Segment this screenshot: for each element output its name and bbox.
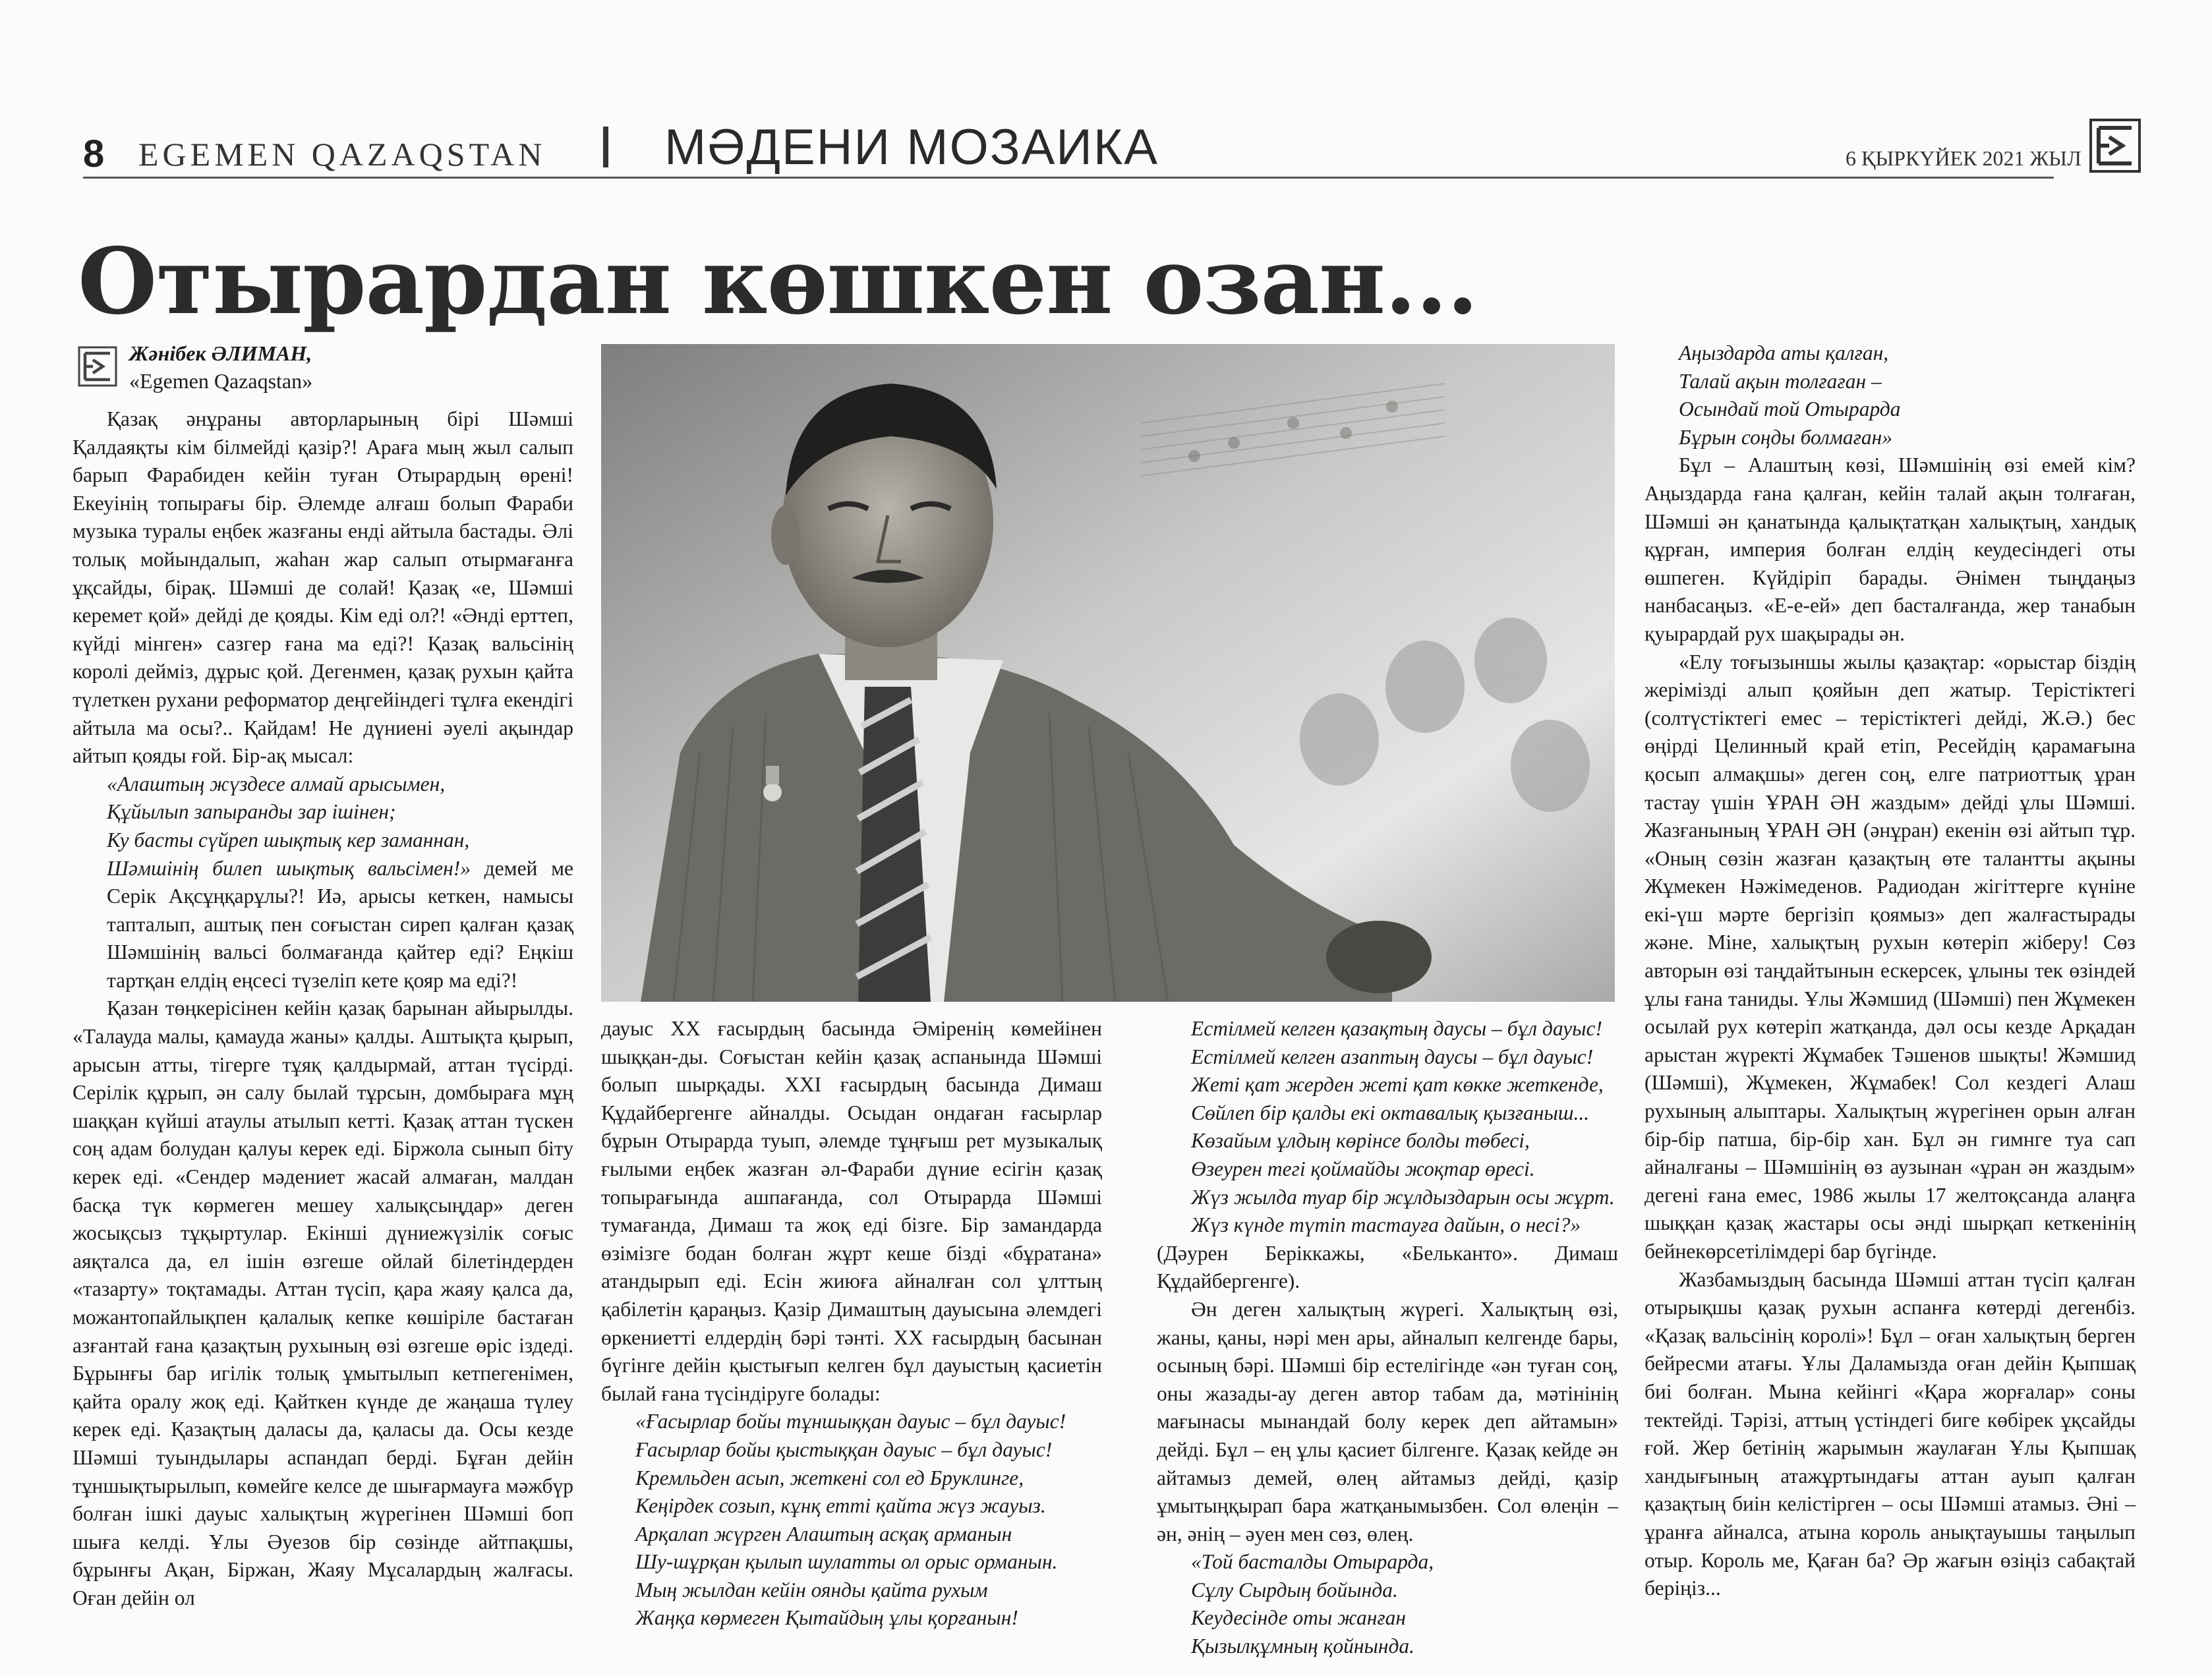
- paragraph: Жазбамыздың басында Шәмші аттан түсіп қалған отырықшы қазақ рухын аспанға көтерді дегенбіз. «Қазақ вальсінің королі»! Бұл – оған халықтың берген бейресми атағы. Ұлы Даламызда оған дейін Қыпшақ биі болған. Мына кейінгі «Қара жорғалар» соны тектейді. Тәрізі, аттың үстіндегі биге көбірек ұқсайды ғой. Жер бетінің жарымын жаулаған Ұлы Қыпшақ хандығының атажұртындағы аттан ауып қалған қазақтың биін келістірген – осы Шәмші атамыз. Әні – ұранға айналса, атына король анықтауышы таңылып отыр. Король ме, Қаған ба? Әр жағын өзіңіз сабақтай беріңіз...: [1644, 1267, 2136, 1600]
- verse-line: Естілмей келген азаптың даусы – бұл дауыс!: [1191, 1045, 1594, 1068]
- paragraph: Қазан төңкерісінен кейін қазақ барынан айырылды. «Талауда малы, қамауда жаны» қалды. Аштықта қырып, арысын атты, тігерге тұяқ қалдырмай, аттан түсірді. Серілік құрып, ән салу былай тұрсын, домбыраға мұң шаққан күйші атаулы атылып кетті. Қазақ аттан түскен соң адам болудан қалуы керек еді. Біржола сынып біту керек еді. «Сендер мәдениет жасай алмаған, малдан басқа түк көрмеген мешеу халықсыңдар» деген жосықсыз тұқыртулар. Екінші дүниежүзілік соғыс аяқталса да, ел ішін өзгеше ойлай білетіндерден «тазарту» тоқтамады. Аттан түсіп, қара жаяу қалса да, можантопайлықпен қалалық кепке көшіріле бастаған азғантай ғана қазақтың рухының өзі өзгеше өріс іздеді. Бұрынғы бар игілік толық ұмытылып кетпегенімен, қайта оралу жоқ еді. Қайткен күнде де жаңаша түлеу керек еді. Қазақтың даласы да, қаласы да. Осы кезде Шәмші туындылары аспандап берді. Бұған дейін тұншықтырылып, көмейге келсе де шығармауға мәжбүр болған ішкі дауыс халықтың жүрегінен Шәмші боп шыға келді. Ұлы Әуезов бір сөзінде айтпақшы, бұрынғы Ақан, Біржан, Жаяу Мұсалардың жалғасы. Оған дейін ол: [73, 997, 573, 1609]
- verse-line: Мың жылдан кейін оянды қайта рухым: [635, 1578, 988, 1602]
- article-headline: Отырардан көшкен озан...: [78, 227, 1478, 335]
- issue-date: 6 ҚЫРКҮЙЕК 2021 ЖЫЛ: [1846, 146, 2081, 170]
- paragraph-tail: демей ме Серік Ақсұңқарұлы?! Иә, арысы кеткен, намысы тапталып, аштық пен соғыстан сиреп қалған қазақ Шәмшінің вальсі болмағанда қайтер еді? Еңкіш тартқан елдің еңсесі түзеліп кете қояр ма еді?!: [107, 856, 573, 992]
- article-column-3: [1157, 1015, 1618, 1661]
- article-column-4: [1644, 339, 2136, 1603]
- article-column-1: [73, 405, 573, 1613]
- verse-line: Құйылып запыранды зар ішінен;: [107, 800, 396, 824]
- newspaper-logo-icon: [2089, 119, 2141, 173]
- masthead: EGEMEN QAZAQSTAN: [138, 136, 546, 173]
- verse-line: Қызылқұмның қойнында.: [1191, 1634, 1415, 1658]
- paragraph: Бұл – Алаштың көзі, Шәмшінің өзі емей кім? Аңыздарда ғана қалған, кейін талай ақын толғаған, Шәмші ән қанатында қалықтатқан халықтың, хандық құрған, империя болған елдің кеудесіндегі оты өшпеген. Күйдіріп барады. Әнімен тыңдаңыз нанбасаңыз. «Е-е-ей» деп басталғанда, жер танабын қуырардай рух шақырады ән.: [1644, 453, 2136, 645]
- article-column-2: [601, 1015, 1102, 1633]
- verse-line: Жаңқа көрмеген Қытайдың ұлы қорғанын!: [635, 1606, 1018, 1630]
- verse-line: Естілмей келген қазақтың даусы – бұл дауыс!: [1191, 1017, 1602, 1040]
- author-logo-icon: [78, 346, 117, 387]
- verse-line: Арқалап жүрген Алаштың асқақ арманын: [635, 1522, 1012, 1546]
- verse-line: Жүз жылда туар бір жұлдыздарын осы жұрт.: [1191, 1185, 1615, 1209]
- verse-line: Жүз күнде түтіп тастауға дайын, о несі?»: [1191, 1213, 1581, 1237]
- paragraph: дауыс XX ғасырдың басында Әміренің көмейінен шыққан-ды. Соғыстан кейін қазақ аспанында Шәмші болып шырқады. XXI ғасырдың басында Димаш Құдайбергенге айналды. Осыдан ондаған ғасырлар бұрын Отырарда туып, әлемде тұңғыш рет музыкалық ғылыми еңбек жазған әл-Фараби дүние есігін қазақ топырағында ашпағанда, сол Отырарда Шәмші тумағанда, Димаш та жоқ еді бізге. Бір замандарда өзімізге бодан болған жұрт кеше бізді «бұратана» атандырып еді. Есін жиюға айналған сол ұлттың қабілетін қараңыз. Қазір Димаштың дауысына әлемдегі өркениетті елдердің бәрі тәнті. XX ғасырдың басынан бүгінге дейін қыстығып келген бұл дауыстың қасиетін былай ғана түсіндіруге болады:: [601, 1017, 1102, 1405]
- verse-line: Шәмшінің билеп шықтық вальсімен!»: [107, 856, 471, 880]
- paragraph: «Елу тоғызыншы жылы қазақтар: «орыстар біздің жерімізді алып қояйын деп жатыр. Терістіктегі (солтүстіктегі емес – терістіктегі дейді, Ж.Ә.) бес өңірді Целинный край етіп, Ресейдің қарамағына қосып алмақшы» деген соң, елге патриоттық ұран тастау үшін ҰРАН ӘН жаздым» дейді ұлы Шәмші. Жазғанының ҰРАН ӘН (әнұран) екенін өзі айтып тұр. «Оның сөзін жазған қазақтың өте талантты ақыны Жұмекен Нәжімеденов. Радиодан жігіттерге күніне екі-үш мәрте бергізіп қоямыз» деп жалғастырады және. Міне, халықтың рухын көтеріп жіберу! Сөз авторын өзі таңдайтынын ескерсек, ұлыны тек өзіндей ұлы ғана таниды. Ұлы Жәмшид (Шәмші) пен Жұмекен осылай рух көтеріп жатқанда, дәл осы кезде Арқадан арыстан жүректі Жұмабек Тәшенов шықты! Жәмшид (Шәмші), Жұмекен, Жұмабек! Сол кездегі Алаш рухының алыптары. Халықтың жүрегінен орын алған бір-бір патша, бір-бір хан. Бұл ән гимнге туа сап айналғаны – Шәмшінің өз аузынан «ұран ән жаздым» дегені ғана емес, 1986 жылы 17 желтоқсанда алаңға шыққан қазақ жастары осы әнді шырқап кеткенінің бейнекөрсетілімдері бар бүгінде.: [1644, 650, 2136, 1263]
- paragraph: Қазақ әнұраны авторларының бірі Шәмші Қалдаяқты кім білмейді қазір?! Араға мың жыл салып барып Фарабиден кейін туған Отырардың өрені! Екеуінің топырағы бір. Әлемде алғаш болып Фараби музыка туралы еңбек жазғаны енді айтыла бастады. Әлі толық мойындалып, жаһан жар салып отырмағанға ұқсайды, бірақ. Шәмші де солай! Қазақ «е, Шәмші керемет қой» дейді де қояды. Кім еді ол?! «Әнді ерттеп, күйді мінген» сазгер ғана ма еді?! Қазақ вальсінің королі дейміз, дұрыс қой. Дегенмен, қазақ рухын қайта түлеткен рухани реформатор деңгейіндегі тұлға екендігі айтыла ма осы?.. Қайдам! Не дүниені әуелі ақындар айтып қояды ғой. Бір-ақ мысал:: [73, 407, 573, 768]
- verse-line: Аңыздарда аты қалған,: [1679, 341, 1889, 364]
- verse-line: Сөйлеп бір қалды екі октавалық қызғаныш...: [1191, 1101, 1590, 1124]
- verse-line: Кеңірдек созып, кұнқ етті қайта жүз жауыз.: [635, 1494, 1046, 1518]
- verse-line: «Ғасырлар бойы тұншыққан дауыс – бұл дауыс!: [635, 1410, 1066, 1433]
- verse-line: Өзеурен тегі қоймайды жоқтар өресі.: [1191, 1157, 1535, 1180]
- verse-line: Кремльден асып, жеткені сол ед Бруклинге,: [635, 1466, 1024, 1489]
- paragraph: Ән деген халықтың жүрегі. Халықтың өзі, жаны, қаны, нәрі мен ары, айналып келгенде бары, осының бәрі. Шәмші бір естелігінде «ән туған соң, оны жазады-ау деген автор табам да, мәтінінің мағынасы мынандай болу керек деп айтамын» дейді. Бұл – ең ұлы қасиет білгенге. Қазақ кейде ән айтамыз демей, өлең айтамыз дейді, қазір ұмытыңқырап бара жатқанымызбен. Сол өлеңін – ән, әнің – әуен мен сөз, өлең.: [1157, 1297, 1618, 1546]
- section-title: МӘДЕНИ МОЗАИКА: [664, 119, 1159, 175]
- portrait-illustration: [601, 344, 1615, 1002]
- verse-line: Бұрын соңды болмаған»: [1679, 425, 1893, 449]
- verse-line: Сұлу Сырдың бойында.: [1191, 1578, 1398, 1602]
- verse-line: Осындай той Отырарда: [1679, 397, 1901, 421]
- verse-line: Кеудесінде оты жанған: [1191, 1606, 1407, 1630]
- portrait-photo: [601, 344, 1615, 1002]
- verse-line: Көзайым ұлдың көрінсе болды төбесі,: [1191, 1129, 1530, 1153]
- verse-line: «Алаштың жүздесе алмай арысымен,: [107, 772, 446, 795]
- paragraph: [73, 855, 573, 995]
- verse-line: Талай ақын толғаған –: [1679, 369, 1882, 393]
- header-divider: [603, 127, 608, 167]
- verse-line: Ғасырлар бойы қыстыққан дауыс – бұл дауыс!: [635, 1437, 1053, 1461]
- verse-line: Жеті қат жерден жеті қат көкке жеткенде,: [1191, 1073, 1604, 1097]
- verse-line: Ку басты сүйреп шықтық кер заманнан,: [107, 828, 470, 852]
- page-number: 8: [83, 132, 105, 175]
- poem-citation: (Дәурен Беріккажы, «Бельканто». Димаш Құдайбергенге).: [1157, 1241, 1618, 1293]
- verse-line: Шу-шұрқан қылып шулатты ол орыс орманын.: [635, 1550, 1058, 1574]
- author-paper: «Egemen Qazaqstan»: [129, 369, 313, 393]
- verse-line: «Той басталды Отырарда,: [1191, 1550, 1434, 1574]
- author-name: Жәнібек ӘЛИМАН,: [129, 341, 312, 365]
- header-rule: [83, 177, 2054, 179]
